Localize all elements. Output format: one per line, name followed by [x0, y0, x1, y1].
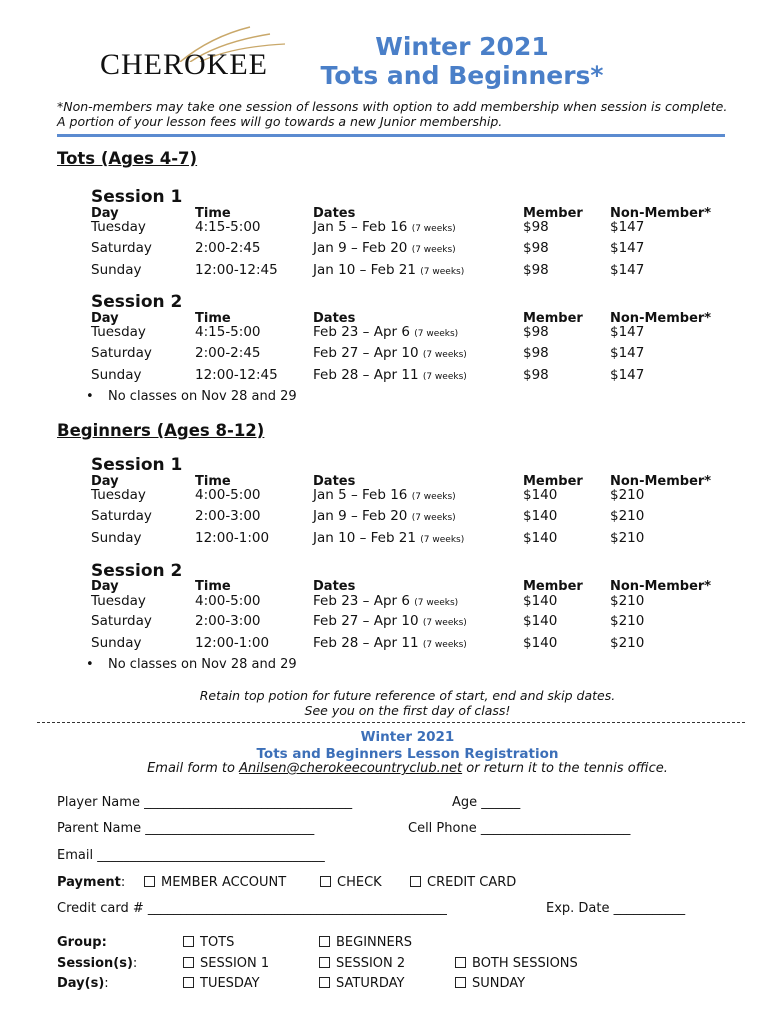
sessions-label-text: Session(s) [57, 956, 133, 971]
dates-cell [313, 635, 467, 651]
day-cell: Tuesday [91, 593, 146, 609]
nonmember-price-cell: $147 [610, 240, 645, 256]
dates-text: Feb 23 – Apr 6 [313, 593, 410, 609]
session-1-checkbox[interactable] [183, 956, 269, 971]
payment-label: Payment: [57, 875, 126, 890]
tots-session1-label: Session 1 [91, 187, 183, 207]
time-cell: 12:00-1:00 [195, 530, 270, 546]
session-2-checkbox[interactable] [319, 956, 405, 971]
weeks-text: (7 weeks) [414, 329, 459, 339]
registration-title [100, 729, 715, 763]
col-dates-header: Dates [313, 206, 356, 221]
time-cell: 12:00-1:00 [195, 635, 270, 651]
beginners-heading: Beginners (Ages 8-12) [57, 421, 265, 440]
option-label: TUESDAY [200, 976, 260, 991]
time-cell: 4:15-5:00 [195, 324, 261, 340]
col-nonmember-header: Non-Member* [610, 206, 712, 221]
checkbox-icon [183, 936, 194, 947]
nonmember-price-cell: $210 [610, 613, 645, 629]
weeks-text: (7 weeks) [411, 245, 456, 255]
group-label [57, 935, 107, 950]
nonmember-price-cell: $210 [610, 635, 645, 651]
dates-cell [313, 613, 467, 629]
dates-cell [313, 367, 467, 383]
option-label: CHECK [337, 875, 382, 890]
email-prefix: Email form to [147, 761, 235, 776]
time-cell: 12:00-12:45 [195, 367, 278, 383]
day-cell: Tuesday [91, 324, 146, 340]
dates-text: Jan 10 – Feb 21 [313, 262, 416, 278]
dates-text: Feb 28 – Apr 11 [313, 367, 419, 383]
group-beginners-checkbox[interactable] [319, 935, 412, 950]
member-price-cell: $98 [523, 367, 549, 383]
dates-text: Feb 23 – Apr 6 [313, 324, 410, 340]
beginners-note-bullet [86, 657, 297, 672]
day-cell: Sunday [91, 262, 142, 278]
payment-member-account-checkbox[interactable] [144, 875, 286, 890]
dates-cell [313, 530, 464, 546]
col-day-header: Day [91, 311, 119, 326]
cell-phone-field[interactable]: Cell Phone _______________________ [408, 821, 631, 836]
dates-text: Jan 9 – Feb 20 [313, 240, 408, 256]
group-label-text: Group: [57, 935, 107, 950]
beginners-session1-label: Session 1 [91, 455, 183, 475]
col-nonmember-header: Non-Member* [610, 579, 712, 594]
option-label: BEGINNERS [336, 935, 412, 950]
nonmember-price-cell: $147 [610, 367, 645, 383]
retain-line1: Retain top potion for future reference of start, end and skip dates. [199, 688, 616, 703]
dates-text: Jan 10 – Feb 21 [313, 530, 416, 546]
member-price-cell: $98 [523, 262, 549, 278]
logo-text: CHEROKEE [100, 48, 268, 81]
beginners-session2-label: Session 2 [91, 561, 183, 581]
nonmember-price-cell: $147 [610, 219, 645, 235]
weeks-text: (7 weeks) [422, 618, 467, 628]
day-cell: Sunday [91, 367, 142, 383]
payment-label-text: Payment [57, 875, 121, 890]
retain-note [100, 688, 715, 718]
day-cell: Saturday [91, 345, 152, 361]
weeks-text: (7 weeks) [422, 640, 467, 650]
weeks-text: (7 weeks) [411, 224, 456, 234]
dates-text: Feb 28 – Apr 11 [313, 635, 419, 651]
weeks-text: (7 weeks) [411, 513, 456, 523]
exp-date-field[interactable]: Exp. Date ___________ [546, 901, 686, 916]
weeks-text: (7 weeks) [414, 598, 459, 608]
option-label: SATURDAY [336, 976, 405, 991]
member-price-cell: $140 [523, 593, 558, 609]
member-price-cell: $98 [523, 219, 549, 235]
col-member-header: Member [523, 579, 583, 594]
dates-cell [313, 262, 464, 278]
weeks-text: (7 weeks) [422, 372, 467, 382]
option-label: SUNDAY [472, 976, 526, 991]
checkbox-icon [320, 876, 331, 887]
dates-cell [313, 487, 456, 503]
payment-check-checkbox[interactable] [320, 875, 382, 890]
col-time-header: Time [195, 579, 231, 594]
nonmember-price-cell: $147 [610, 324, 645, 340]
sessions-label: Session(s): [57, 956, 138, 971]
dates-cell [313, 345, 467, 361]
payment-credit-card-checkbox[interactable] [410, 875, 516, 890]
bullet-text: No classes on Nov 28 and 29 [108, 389, 297, 404]
days-label: Day(s): [57, 976, 109, 991]
time-cell: 2:00-2:45 [195, 240, 261, 256]
parent-name-field[interactable]: Parent Name __________________________ [57, 821, 315, 836]
bullet-icon: • [86, 657, 94, 672]
dates-cell [313, 219, 456, 235]
col-dates-header: Dates [313, 311, 356, 326]
time-cell: 4:00-5:00 [195, 593, 261, 609]
col-member-header: Member [523, 206, 583, 221]
day-cell: Saturday [91, 508, 152, 524]
col-member-header: Member [523, 311, 583, 326]
bullet-icon: • [86, 389, 94, 404]
registration-title-line2: Tots and Beginners Lesson Registration [256, 746, 559, 762]
time-cell: 2:00-3:00 [195, 613, 261, 629]
registration-title-line1: Winter 2021 [360, 729, 455, 745]
credit-card-field[interactable]: Credit card # ______________________________________________ [57, 901, 447, 916]
email-suffix: or return it to the tennis office. [466, 761, 668, 776]
checkbox-icon [183, 957, 194, 968]
checkbox-icon [455, 977, 466, 988]
time-cell: 4:00-5:00 [195, 487, 261, 503]
option-label: CREDIT CARD [427, 875, 517, 890]
col-dates-header: Dates [313, 474, 356, 489]
bullet-text: No classes on Nov 28 and 29 [108, 657, 297, 672]
age-field[interactable]: Age ______ [452, 795, 521, 810]
checkbox-icon [410, 876, 421, 887]
nonmember-price-cell: $147 [610, 345, 645, 361]
time-cell: 12:00-12:45 [195, 262, 278, 278]
col-member-header: Member [523, 474, 583, 489]
nonmember-price-cell: $210 [610, 593, 645, 609]
dates-cell [313, 324, 458, 340]
dates-cell [313, 508, 456, 524]
checkbox-icon [183, 977, 194, 988]
both-sessions-checkbox[interactable] [455, 956, 578, 971]
email-instructions [100, 761, 715, 776]
col-time-header: Time [195, 311, 231, 326]
dates-cell [313, 593, 458, 609]
member-price-cell: $98 [523, 345, 549, 361]
time-cell: 4:15-5:00 [195, 219, 261, 235]
dates-text: Jan 5 – Feb 16 [313, 219, 408, 235]
checkbox-icon [319, 957, 330, 968]
option-label: TOTS [200, 935, 235, 950]
option-label: BOTH SESSIONS [472, 956, 578, 971]
dates-cell [313, 240, 456, 256]
nonmember-price-cell: $210 [610, 487, 645, 503]
option-label: SESSION 1 [200, 956, 270, 971]
checkbox-icon [455, 957, 466, 968]
nonmember-price-cell: $147 [610, 262, 645, 278]
day-cell: Sunday [91, 530, 142, 546]
membership-note: *Non-members may take one session of lessons with option to add membership when session is complete. A portion of your lesson fees will go towards a new Junior membership. [57, 99, 728, 129]
member-price-cell: $140 [523, 613, 558, 629]
nonmember-price-cell: $210 [610, 530, 645, 546]
email-field[interactable]: Email ___________________________________ [57, 848, 325, 863]
col-day-header: Day [91, 206, 119, 221]
page-title-line2: Tots and Beginners* [320, 61, 604, 90]
day-sunday-checkbox[interactable] [455, 976, 525, 991]
group-tots-checkbox[interactable] [183, 935, 234, 950]
tots-session2-label: Session 2 [91, 292, 183, 312]
day-cell: Saturday [91, 613, 152, 629]
cut-line [37, 722, 745, 723]
nonmember-price-cell: $210 [610, 508, 645, 524]
day-cell: Sunday [91, 635, 142, 651]
member-price-cell: $98 [523, 324, 549, 340]
col-dates-header: Dates [313, 579, 356, 594]
col-nonmember-header: Non-Member* [610, 474, 712, 489]
member-price-cell: $98 [523, 240, 549, 256]
weeks-text: (7 weeks) [420, 535, 465, 545]
header-divider [57, 134, 725, 137]
col-day-header: Day [91, 579, 119, 594]
tots-note-bullet [86, 389, 297, 404]
col-time-header: Time [195, 474, 231, 489]
weeks-text: (7 weeks) [420, 267, 465, 277]
col-day-header: Day [91, 474, 119, 489]
day-tuesday-checkbox[interactable] [183, 976, 260, 991]
member-price-cell: $140 [523, 487, 558, 503]
page-title-line1: Winter 2021 [375, 32, 549, 61]
option-label: SESSION 2 [336, 956, 406, 971]
col-nonmember-header: Non-Member* [610, 311, 712, 326]
col-time-header: Time [195, 206, 231, 221]
weeks-text: (7 weeks) [422, 350, 467, 360]
checkbox-icon [319, 977, 330, 988]
player-name-field[interactable]: Player Name ________________________________ [57, 795, 353, 810]
checkbox-icon [144, 876, 155, 887]
tots-heading: Tots (Ages 4-7) [57, 149, 198, 168]
dates-text: Feb 27 – Apr 10 [313, 613, 419, 629]
retain-line2: See you on the first day of class! [304, 703, 511, 718]
days-label-text: Day(s) [57, 976, 105, 991]
member-price-cell: $140 [523, 508, 558, 524]
member-price-cell: $140 [523, 635, 558, 651]
day-saturday-checkbox[interactable] [319, 976, 404, 991]
day-cell: Tuesday [91, 487, 146, 503]
dates-text: Feb 27 – Apr 10 [313, 345, 419, 361]
option-label: MEMBER ACCOUNT [161, 875, 287, 890]
dates-text: Jan 9 – Feb 20 [313, 508, 408, 524]
time-cell: 2:00-2:45 [195, 345, 261, 361]
dates-text: Jan 5 – Feb 16 [313, 487, 408, 503]
email-link[interactable]: Anilsen@cherokeecountryclub.net [239, 761, 463, 776]
checkbox-icon [319, 936, 330, 947]
day-cell: Tuesday [91, 219, 146, 235]
weeks-text: (7 weeks) [411, 492, 456, 502]
day-cell: Saturday [91, 240, 152, 256]
member-price-cell: $140 [523, 530, 558, 546]
time-cell: 2:00-3:00 [195, 508, 261, 524]
cherokee-logo [100, 26, 268, 86]
